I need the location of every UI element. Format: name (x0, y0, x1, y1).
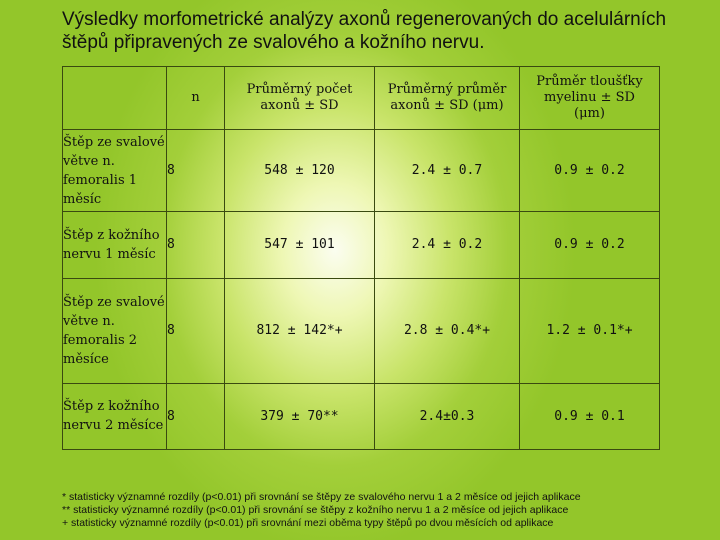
cell-axon-count: 812 ± 142*+ (225, 278, 375, 383)
slide-title: Výsledky morfometrické analýzy axonů regenerovaných do acelulárních štěpů připravených ze svalového a kožního nervu. (62, 9, 667, 53)
cell-axon-diameter: 2.8 ± 0.4*+ (375, 278, 520, 383)
cell-axon-diameter: 2.4 ± 0.7 (375, 130, 520, 212)
header-cell-n: n (167, 67, 225, 130)
cell-axon-diameter: 2.4±0.3 (375, 383, 520, 449)
cell-axon-diameter: 2.4 ± 0.2 (375, 212, 520, 278)
row-label: Štěp ze svalové větve n. femoralis 1 měsíc (63, 130, 167, 212)
cell-myelin-thickness: 0.9 ± 0.2 (520, 212, 660, 278)
footnote: * statisticky významné rozdíly (p<0.01) při srovnání se štěpy ze svalového nervu 1 a 2 měsíce od jejich aplikace (62, 491, 581, 503)
cell-n: 8 (167, 383, 225, 449)
cell-n: 8 (167, 130, 225, 212)
cell-myelin-thickness: 0.9 ± 0.1 (520, 383, 660, 449)
cell-axon-count: 379 ± 70** (225, 383, 375, 449)
cell-myelin-thickness: 1.2 ± 0.1*+ (520, 278, 660, 383)
header-cell-axon-count: Průměrný počet axonů ± SD (225, 67, 375, 130)
row-label: Štěp z kožního nervu 2 měsíce (63, 383, 167, 449)
header-cell-axon-diameter: Průměrný průměr axonů ± SD (μm) (375, 67, 520, 130)
cell-n: 8 (167, 278, 225, 383)
cell-myelin-thickness: 0.9 ± 0.2 (520, 130, 660, 212)
table-row (63, 212, 660, 278)
table-header-row (63, 67, 660, 130)
footnotes (62, 491, 717, 530)
row-label: Štěp ze svalové větve n. femoralis 2 měsíce (63, 278, 167, 383)
row-label: Štěp z kožního nervu 1 měsíc (63, 212, 167, 278)
table-row (63, 130, 660, 212)
table-row (63, 278, 660, 383)
cell-axon-count: 548 ± 120 (225, 130, 375, 212)
morphometry-table (62, 66, 660, 450)
footnote: + statisticky významné rozdíly (p<0.01) při srovnání mezi oběma typy štěpů po dvou měsících od aplikace (62, 517, 554, 529)
header-cell-myelin-thickness: Průměr tloušťky myelinu ± SD (μm) (520, 67, 660, 130)
cell-n: 8 (167, 212, 225, 278)
table-row (63, 383, 660, 449)
header-cell-empty (63, 67, 167, 130)
footnote: ** statisticky významné rozdíly (p<0.01) při srovnání se štěpy z kožního nervu 1 a 2 měsíce od jejich aplikace (62, 504, 569, 516)
cell-axon-count: 547 ± 101 (225, 212, 375, 278)
